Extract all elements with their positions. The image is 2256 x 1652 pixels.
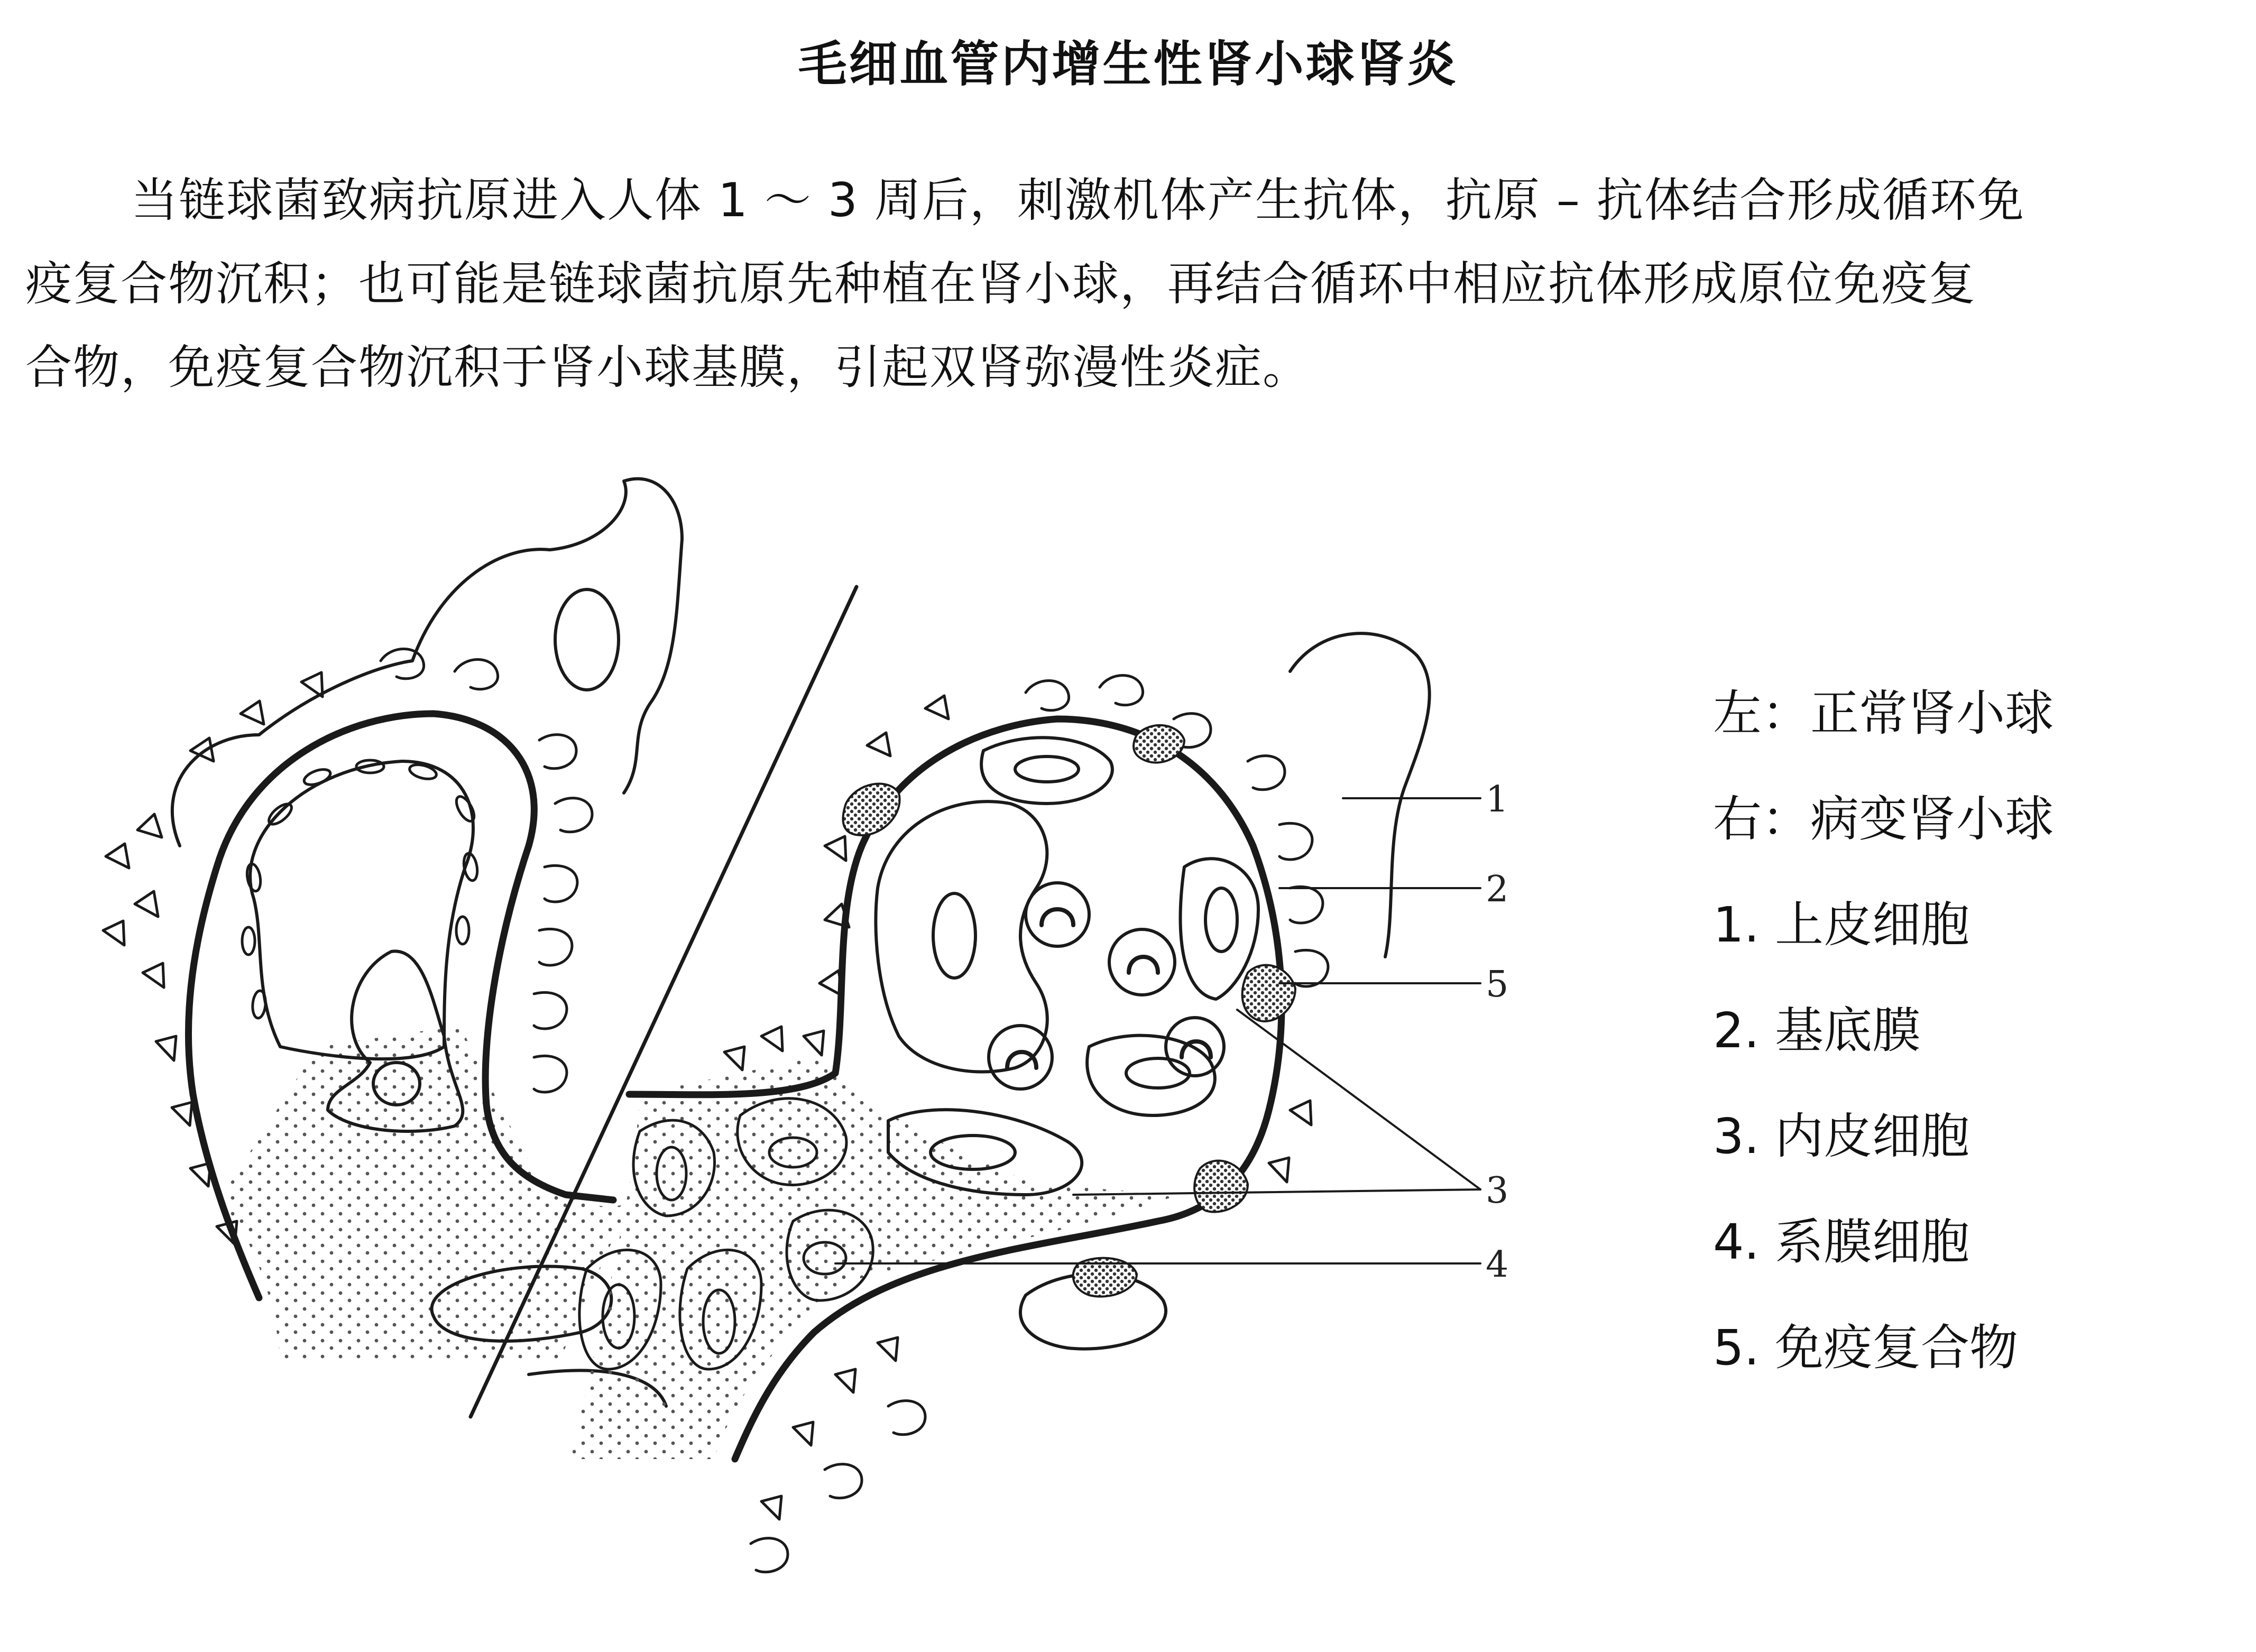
legend-right-diseased: 右：病变肾小球 xyxy=(1713,791,2054,847)
legend-item-4: 4. 系膜细胞 xyxy=(1713,1214,1970,1270)
right-endothelial-nucleus-3 xyxy=(1205,888,1237,952)
right-mesangium-stipple xyxy=(571,1057,1179,1459)
left-top-cell xyxy=(555,589,619,690)
callout-1: 1 xyxy=(1486,779,1509,820)
callout-5: 5 xyxy=(1486,964,1509,1005)
legend-item-1: 1. 上皮细胞 xyxy=(1713,897,1970,953)
intro-line-2: 疫复合物沉积；也可能是链球菌抗原先种植在肾小球，再结合循环中相应抗体形成原位免疫复 xyxy=(25,256,1977,311)
right-endothelial-nucleus-4 xyxy=(1015,756,1079,782)
diseased-glomerulus xyxy=(571,633,1430,1572)
right-endothelial-nucleus-5 xyxy=(933,893,975,978)
legend-left-normal: 左：正常肾小球 xyxy=(1713,685,2054,742)
intro-line-3: 合物，免疫复合物沉积于肾小球基膜，引起双肾弥漫性炎症。 xyxy=(25,340,1311,394)
right-endothelial-cell-4 xyxy=(981,737,1112,804)
legend-item-2: 2. 基底膜 xyxy=(1713,1002,1921,1059)
intro-line-1: 当链球菌致病抗原进入人体 1 ～ 3 周后，刺激机体产生抗体，抗原 – 抗体结合形成循环免 xyxy=(131,173,2025,227)
right-inner-loop xyxy=(876,801,1047,1072)
legend-item-5: 5. 免疫复合物 xyxy=(1713,1319,2019,1376)
intro-paragraph xyxy=(25,159,2235,409)
right-outer-capsule xyxy=(1290,633,1430,957)
left-outer-capsule xyxy=(172,479,682,846)
glomerulus-diagram xyxy=(32,465,1671,1602)
callout-4: 4 xyxy=(1486,1244,1509,1286)
legend-item-3: 3. 内皮细胞 xyxy=(1713,1108,1970,1165)
normal-glomerulus xyxy=(103,479,682,1406)
page-title: 毛细血管内增生性肾小球肾炎 xyxy=(798,36,1458,93)
callout-3: 3 xyxy=(1486,1170,1509,1212)
callout-2: 2 xyxy=(1486,869,1509,910)
figure-legend xyxy=(1713,682,2221,1422)
